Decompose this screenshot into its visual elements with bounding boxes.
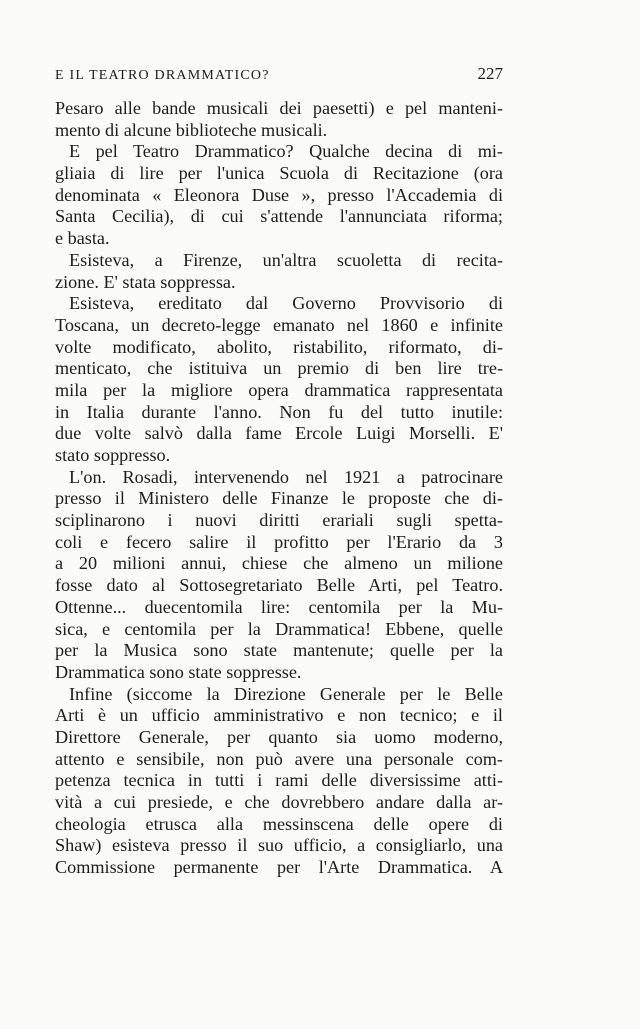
text-line: mento di alcune biblioteche musicali. (55, 119, 328, 140)
text-line: cheologia etrusca alla messinscena delle opere di (55, 813, 503, 834)
text-line: Infine (siccome la Direzione Generale per le Belle (69, 683, 503, 704)
text-line: fosse dato al Sottosegretariato Belle Arti, pel Teatro. (55, 575, 503, 596)
text-line: stato soppresso. (55, 445, 171, 465)
text-line: volte modificato, abolito, ristabilito, riformato, di- (55, 336, 503, 357)
text-line: petenza tecnica in tutti i rami delle diversissime atti- (55, 770, 503, 791)
text-line: Drammatica sono state soppresse. (55, 661, 302, 682)
body-text (55, 98, 503, 879)
text-line: a 20 milioni annui, chiese che almeno un milione (55, 553, 503, 574)
text-line: Shaw) esisteva presso il suo ufficio, a consigliarlo, una (55, 835, 503, 856)
text-line: coli e fecero salire il profitto per l'Erario da 3 (55, 531, 503, 552)
text-line: Direttore Generale, per quanto sia uomo moderno, (55, 726, 503, 747)
text-line: denominata « Eleonora Duse », presso l'Accademia di (55, 184, 503, 205)
text-line: Esisteva, a Firenze, un'altra scuoletta di recita- (69, 249, 503, 270)
text-line: gliaia di lire per l'unica Scuola di Recitazione (ora (55, 163, 503, 184)
running-head (55, 64, 503, 86)
text-line: mila per la migliore opera drammatica rappresentata (55, 379, 503, 400)
running-title: E IL TEATRO DRAMMATICO? (55, 68, 270, 83)
text-line: presso il Ministero delle Finanze le proposte che di- (55, 488, 503, 509)
text-line: zione. E' stata soppressa. (55, 271, 236, 292)
text-line: L'on. Rosadi, intervenendo nel 1921 a patrocinare (69, 466, 503, 487)
text-line: e basta. (55, 228, 110, 249)
text-line: in Italia durante l'anno. Non fu del tutto inutile: (55, 401, 503, 422)
text-line: Pesaro alle bande musicali dei paesetti) e pel manteni- (55, 98, 503, 118)
text-line: E pel Teatro Drammatico? Qualche decina di mi- (69, 141, 503, 162)
text-line: Commissione permanente per l'Arte Drammatica. A (55, 857, 503, 878)
text-line: Toscana, un decreto-legge emanato nel 1860 e infinite (55, 314, 503, 335)
text-line: Ottenne... duecentomila lire: centomila per la Mu- (55, 596, 503, 617)
text-line: sciplinarono i nuovi diritti erariali sugli spetta- (55, 510, 503, 531)
text-line: sica, e centomila per la Drammatica! Ebbene, quelle (55, 618, 503, 639)
text-line: attento e sensibile, non può avere una personale com- (55, 748, 503, 769)
page-number: 227 (477, 64, 503, 83)
text-line: vità a cui presiede, e che dovrebbero andare dalla ar- (55, 792, 503, 812)
text-line: due volte salvò dalla fame Ercole Luigi Morselli. E' (55, 423, 503, 444)
text-line: Esisteva, ereditato dal Governo Provvisorio di (69, 293, 503, 314)
text-line: Santa Cecilia), di cui s'attende l'annunciata riforma; (55, 206, 503, 227)
text-line: menticato, che istituiva un premio di ben lire tre- (55, 358, 503, 379)
text-line: per la Musica sono state mantenute; quelle per la (55, 640, 503, 661)
text-line: Arti è un ufficio amministrativo e non tecnico; e il (55, 705, 503, 726)
